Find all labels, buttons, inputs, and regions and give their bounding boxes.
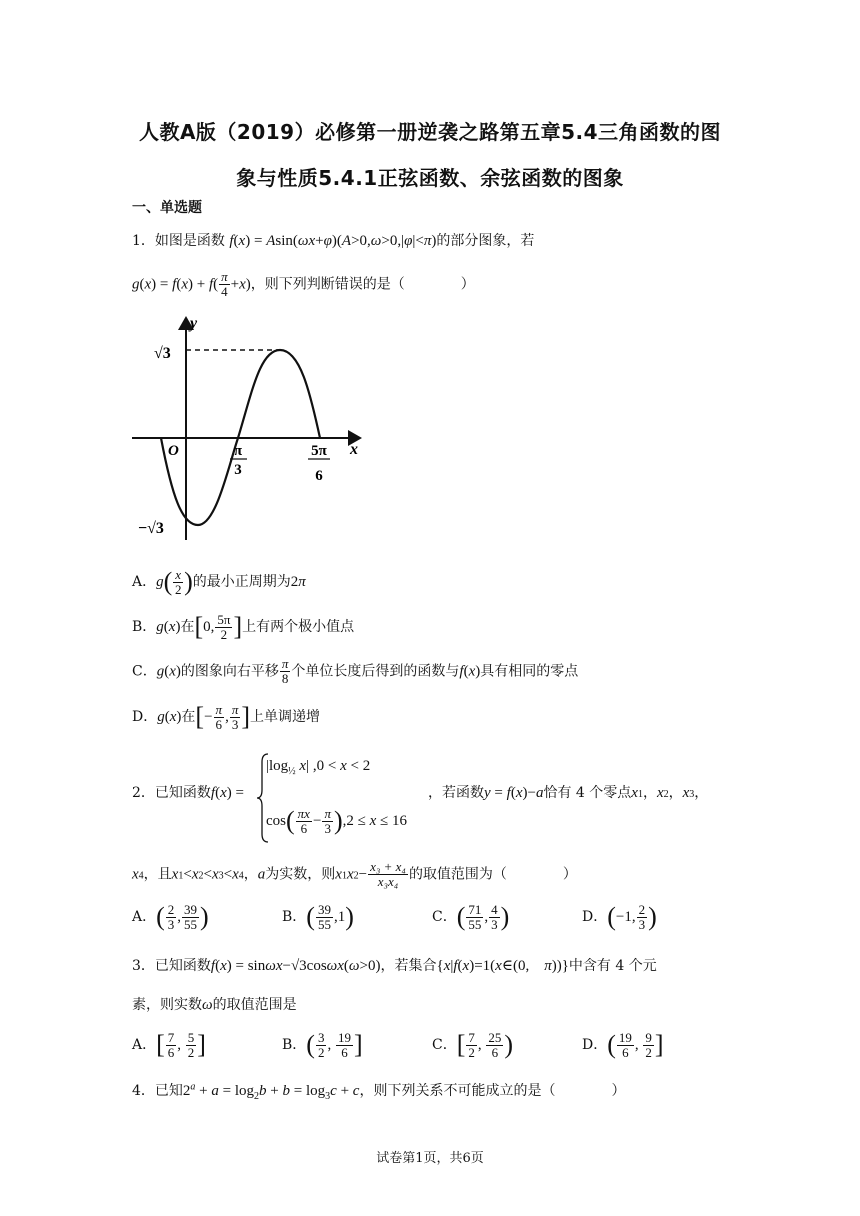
q1-option-a: A．g( $\frac{x}{2}$ )的最小正周期为2π bbox=[132, 566, 306, 597]
q2-stem-line1-tail: ，若函数y = f(x)−a恰有 4 个零点x1，x2，x3， bbox=[428, 785, 709, 801]
doc-title-line1: 人教A版（2019）必修第一册逆袭之路第五章5.4三角函数的图 bbox=[138, 120, 722, 144]
q1-stem-line1: 1．如图是函数 f(x) = Asin(ωx+φ)(A>0,ω>0,|φ|<π)的部分图象，若 bbox=[132, 233, 535, 249]
q3-option-b: B．( $\frac{3}{2}$ , $\frac{19}{6}$ ] bbox=[282, 1029, 363, 1060]
q3-stem-line2: 素，则实数ω的取值范围是 bbox=[132, 997, 297, 1013]
q2-stem-line1: 2．已知函数f(x) = bbox=[132, 785, 244, 801]
section-heading: 一、单选题 bbox=[132, 200, 202, 216]
q3-stem-line1: 3．已知函数f(x) = sinωx−√3cosωx(ω>0)，若集合{x|f(x)=1(x∈(0, π))}中含有 4 个元 bbox=[132, 958, 657, 974]
q1-stem-line2: g(x) = f(x) + f( $\frac{\pi}{4}$ +x)，则下列判断错误的是（ ） bbox=[132, 269, 475, 299]
q2-stem-line2: x4，且x1<x2<x3<x4，a为实数，则x1x2− $\frac{\text{x₃ + x₄}}{\text{x₃x₄}}$ 的取值范围为（ ） bbox=[132, 859, 577, 889]
q3-option-d: D．( $\frac{19}{6}$ , $\frac{9}{2}$ ] bbox=[582, 1029, 664, 1060]
x-tick-5pi-6-num: 5π bbox=[311, 443, 327, 459]
q3-option-a: A．[ $\frac{7}{6}$ , $\frac{5}{2}$ ] bbox=[132, 1029, 206, 1060]
q1-option-c: C．g(x)的图象向右平移 $\frac{\pi}{8}$ 个单位长度后得到的函数与f(x)具有相同的零点 bbox=[132, 656, 579, 686]
y-axis-label: y bbox=[190, 315, 198, 332]
q2-option-d: D．(−1, $\frac{2}{3}$ ) bbox=[582, 901, 657, 932]
q1-option-b: B．g(x)在[0, $\frac{5\pi}{2}$ ]上有两个极小值点 bbox=[132, 611, 355, 642]
q1-function-graph bbox=[120, 312, 370, 547]
q3-option-c: C．[ $\frac{7}{2}$ , $\frac{25}{6}$ ) bbox=[432, 1029, 514, 1060]
q2-option-a: A．( $\frac{2}{3}$ , $\frac{39}{55}$ ) bbox=[132, 901, 209, 932]
page-footer: 试卷第1页，共6页 bbox=[376, 1151, 484, 1166]
origin-label: O bbox=[168, 443, 179, 459]
x-axis-label: x bbox=[350, 441, 358, 458]
doc-title-line2: 象与性质5.4.1正弦函数、余弦函数的图象 bbox=[236, 166, 624, 190]
x-tick-pi-3-num: π bbox=[233, 443, 243, 459]
q4-stem: 4．已知$2^a + a = \log_2b + b = \log_3c + c$，则下列关系不可能成立的是（ ） bbox=[132, 1081, 626, 1102]
q2-piece-1: $|\log_{\frac{1}{2}}$ x| ,0 < x < 2 bbox=[266, 758, 371, 777]
y-max-label: √3 bbox=[154, 345, 171, 362]
x-tick-5pi-6-den: 6 bbox=[315, 468, 323, 484]
q2-piece-2: cos( $\frac{\pi x}{6}$ − $\frac{\pi}{3}$ ),2 ≤ x ≤ 16 bbox=[266, 805, 408, 836]
q2-option-b: B．( $\frac{39}{55}$ ,1) bbox=[282, 901, 354, 932]
q2-option-c: C．( $\frac{71}{55}$ , $\frac{4}{3}$ ) bbox=[432, 901, 510, 932]
y-min-label: −√3 bbox=[138, 520, 164, 537]
q1-option-d: D．g(x)在[− $\frac{\pi}{6}$ , $\frac{\pi}{3}$ ]上单调递增 bbox=[132, 701, 320, 732]
x-tick-pi-3-den: 3 bbox=[234, 462, 242, 478]
